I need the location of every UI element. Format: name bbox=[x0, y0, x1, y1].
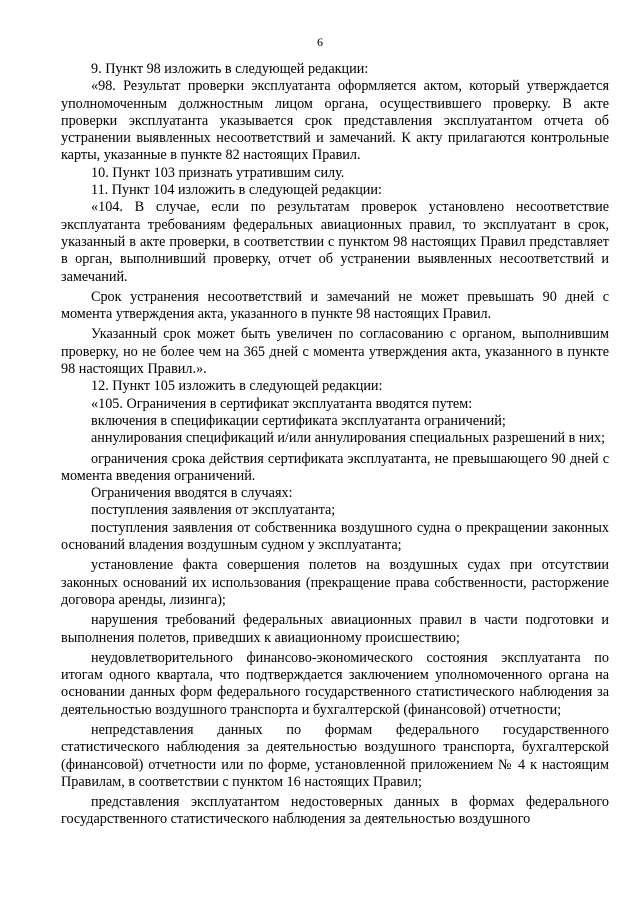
paragraph: установление факта совершения полетов на воздушных судах при отсутствии законных оснований их использования (прекращение права собственности, расторжение договора аренды, лизинга); bbox=[61, 557, 609, 608]
paragraph: поступления заявления от собственника воздушного судна о прекращении законных оснований владения воздушным судном у эксплуатанта; bbox=[61, 519, 609, 554]
document-body bbox=[61, 61, 609, 829]
paragraph: «98. Результат проверки эксплуатанта оформляется актом, который утверждается уполномоченным должностным лицом органа, осуществившего проверку. В акте проверки эксплуатанта указывается срок представления эксплуатантом отчета об устранении выявленных несоответствий и замечаний. К акту прилагаются контрольные карты, указанные в пункте 82 настоящих Правил. bbox=[61, 78, 609, 164]
page-number: 6 bbox=[317, 35, 323, 49]
paragraph: нарушения требований федеральных авиационных правил в части подготовки и выполнения полетов, приведших к авиационному происшествию; bbox=[61, 612, 609, 646]
paragraph: 10. Пункт 103 признать утратившим силу. bbox=[91, 164, 345, 181]
paragraph: Ограничения вводятся в случаях: bbox=[91, 485, 293, 502]
paragraph: Указанный срок может быть увеличен по согласованию с органом, выполнившим проверку, но не более чем на 365 дней с момента утверждения акта, указанного в пункте 98 настоящих Правил.». bbox=[61, 326, 609, 378]
paragraph: Срок устранения несоответствий и замечаний не может превышать 90 дней с момента утверждения акта, указанного в пункте 98 настоящих Правил. bbox=[61, 288, 609, 323]
paragraph: ограничения срока действия сертификата эксплуатанта, не превышающего 90 дней с момента введения ограничений. bbox=[61, 450, 609, 484]
paragraph: аннулирования спецификаций и/или аннулирования специальных разрешений в них; bbox=[91, 430, 606, 447]
paragraph: поступления заявления от эксплуатанта; bbox=[91, 502, 336, 519]
paragraph: включения в спецификации сертификата эксплуатанта ограничений; bbox=[91, 412, 506, 429]
paragraph: неудовлетворительного финансово-экономического состояния эксплуатанта по итогам одного квартала, что подтверждается заключением уполномоченного органа на основании данных форм федерального государственного статистического наблюдения за деятельностью воздушного транспорта и бухгалтерской (финансовой) отчетности; bbox=[61, 649, 609, 718]
paragraph: непредставления данных по формам федерального государственного статистического наблюдения за деятельностью воздушного транспорта, бухгалтерской (финансовой) отчетности или по форме, установленной приложением № 4 к настоящим Правилам, в соответствии с пунктом 16 настоящих Правил; bbox=[61, 721, 609, 790]
paragraph: представления эксплуатантом недостоверных данных в формах федерального государственного статистического наблюдения за деятельностью воздушного bbox=[61, 794, 609, 828]
paragraph: «105. Ограничения в сертификат эксплуатанта вводятся путем: bbox=[91, 395, 473, 412]
paragraph: 12. Пункт 105 изложить в следующей редакции: bbox=[91, 378, 383, 395]
paragraph: 9. Пункт 98 изложить в следующей редакции: bbox=[91, 61, 369, 77]
paragraph: 11. Пункт 104 изложить в следующей редакции: bbox=[91, 182, 382, 199]
paragraph: «104. В случае, если по результатам проверок установлено несоответствие эксплуатанта требованиям федеральных авиационных правил, то эксплуатант в срок, указанный в акте проверки, в соответствии с пунктом 98 настоящих Правил представляет в орган, выполнивший проверку, отчет об устранении выявленных несоответствий и замечаний. bbox=[61, 199, 609, 285]
